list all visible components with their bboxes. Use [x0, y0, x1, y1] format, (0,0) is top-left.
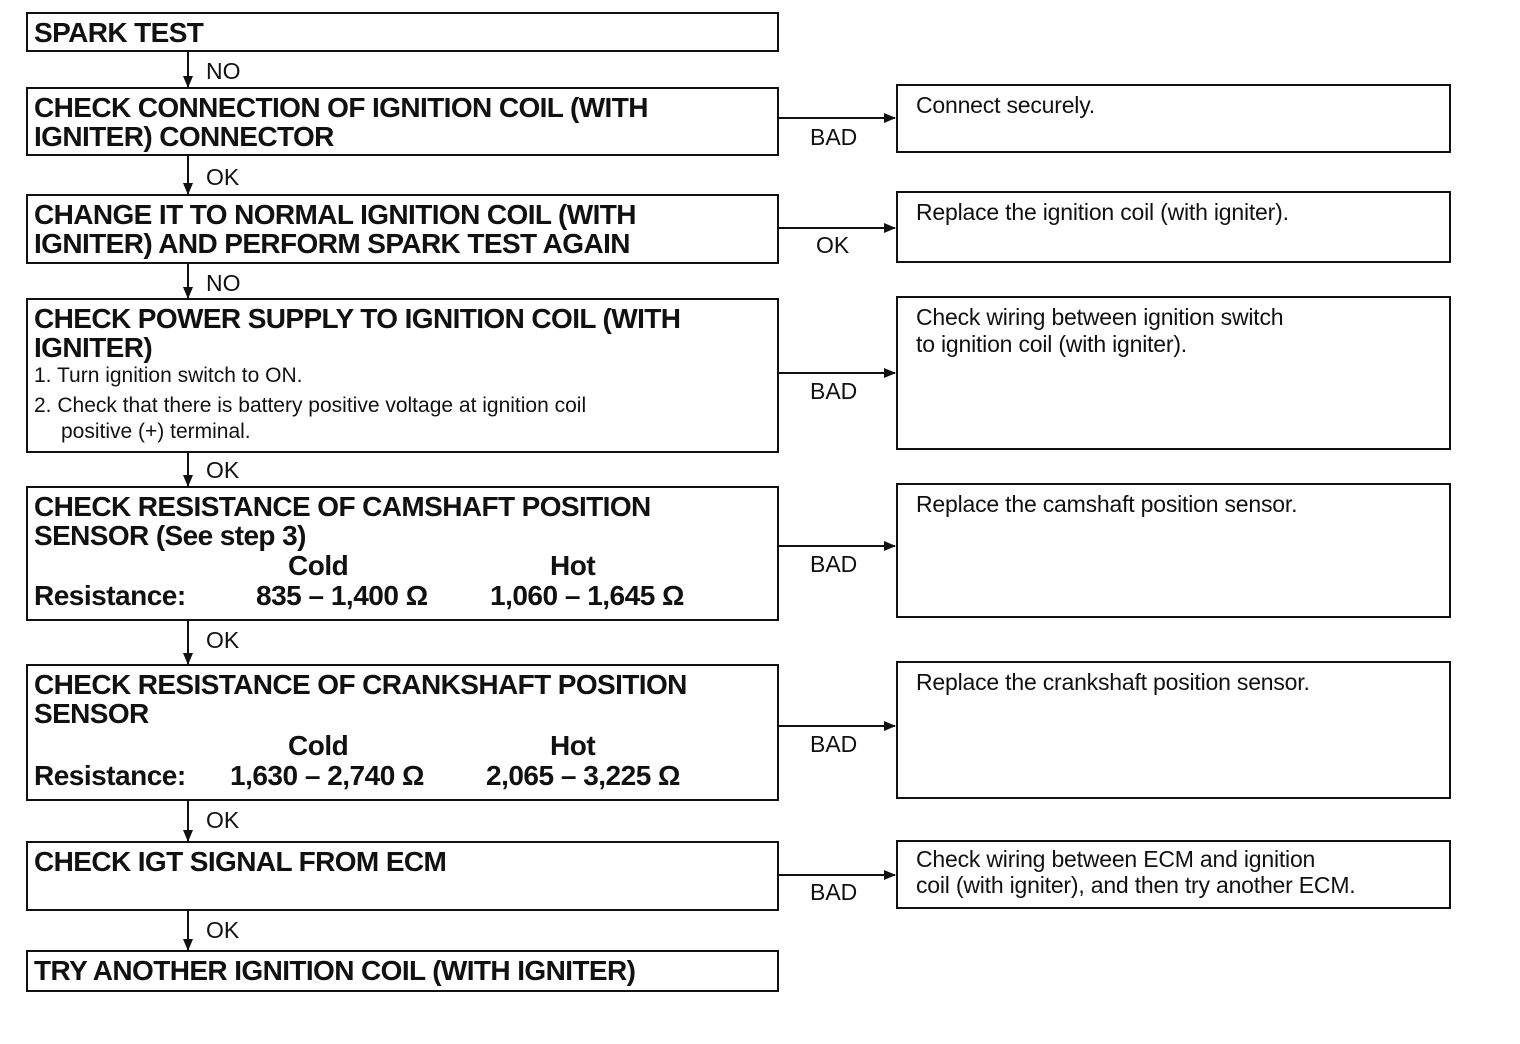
substep-2: 2. Check that there is battery positive voltage at ignition coil — [34, 394, 587, 417]
col-hot: Hot — [550, 730, 596, 761]
action-connect-securely: Connect securely. — [896, 84, 1451, 153]
step-title: CHECK RESISTANCE OF CAMSHAFT POSITION SENSOR (See step 3) — [34, 491, 651, 551]
step-check-power-supply — [26, 298, 779, 453]
col-hot: Hot — [550, 550, 596, 581]
step-try-another-coil — [26, 950, 779, 992]
action-check-wiring-switch: Check wiring between ignition switch to ignition coil (with igniter). — [896, 296, 1451, 450]
down-label-5: OK — [206, 627, 240, 653]
row-label: Resistance: — [34, 580, 186, 611]
step-title: CHECK CONNECTION OF IGNITION COIL (WITH IGNITER) CONNECTOR — [34, 92, 648, 152]
step-title: TRY ANOTHER IGNITION COIL (WITH IGNITER) — [34, 955, 636, 986]
step-title: SPARK TEST — [34, 17, 204, 48]
side-label-3: BAD — [810, 378, 858, 404]
side-label-5: BAD — [810, 731, 858, 757]
step-crankshaft-resistance — [26, 664, 779, 801]
down-label-4: OK — [206, 457, 240, 483]
action-check-wiring-ecm: Check wiring between ECM and ignition coil (with igniter), and then try another ECM. — [896, 840, 1451, 909]
cold-value: 1,630 – 2,740 Ω — [230, 760, 424, 791]
substep-2-continued: positive (+) terminal. — [61, 420, 251, 443]
action-replace-ignition-coil: Replace the ignition coil (with igniter). — [896, 191, 1451, 263]
step-check-connection — [26, 87, 779, 156]
step-change-coil — [26, 194, 779, 264]
step-title: CHECK RESISTANCE OF CRANKSHAFT POSITION SENSOR — [34, 669, 687, 729]
action-replace-camshaft-sensor: Replace the camshaft position sensor. — [896, 483, 1451, 618]
step-check-igt-signal — [26, 841, 779, 911]
resistance-header — [34, 550, 771, 580]
row-label: Resistance: — [34, 760, 186, 791]
cold-value: 835 – 1,400 Ω — [256, 580, 428, 611]
hot-value: 2,065 – 3,225 Ω — [486, 760, 680, 791]
side-label-1: BAD — [810, 124, 858, 150]
down-label-2: OK — [206, 164, 240, 190]
step-title: CHECK POWER SUPPLY TO IGNITION COIL (WITH IGNITER) — [34, 303, 681, 363]
resistance-values — [34, 760, 771, 790]
hot-value: 1,060 – 1,645 Ω — [490, 580, 684, 611]
side-label-2: OK — [816, 232, 850, 258]
side-label-4: BAD — [810, 551, 858, 577]
down-label-7: OK — [206, 917, 240, 943]
side-label-6: BAD — [810, 879, 858, 905]
resistance-header — [34, 730, 771, 760]
step-title: CHECK IGT SIGNAL FROM ECM — [34, 846, 447, 877]
down-label-6: OK — [206, 807, 240, 833]
substep-1: 1. Turn ignition switch to ON. — [34, 364, 303, 387]
resistance-values — [34, 580, 771, 610]
step-title: CHANGE IT TO NORMAL IGNITION COIL (WITH IGNITER) AND PERFORM SPARK TEST AGAIN — [34, 199, 636, 259]
down-label-1: NO — [206, 58, 241, 84]
col-cold: Cold — [288, 550, 349, 581]
step-camshaft-resistance — [26, 486, 779, 621]
col-cold: Cold — [288, 730, 349, 761]
down-label-3: NO — [206, 270, 241, 296]
action-replace-crankshaft-sensor: Replace the crankshaft position sensor. — [896, 661, 1451, 799]
step-spark-test — [26, 12, 779, 52]
